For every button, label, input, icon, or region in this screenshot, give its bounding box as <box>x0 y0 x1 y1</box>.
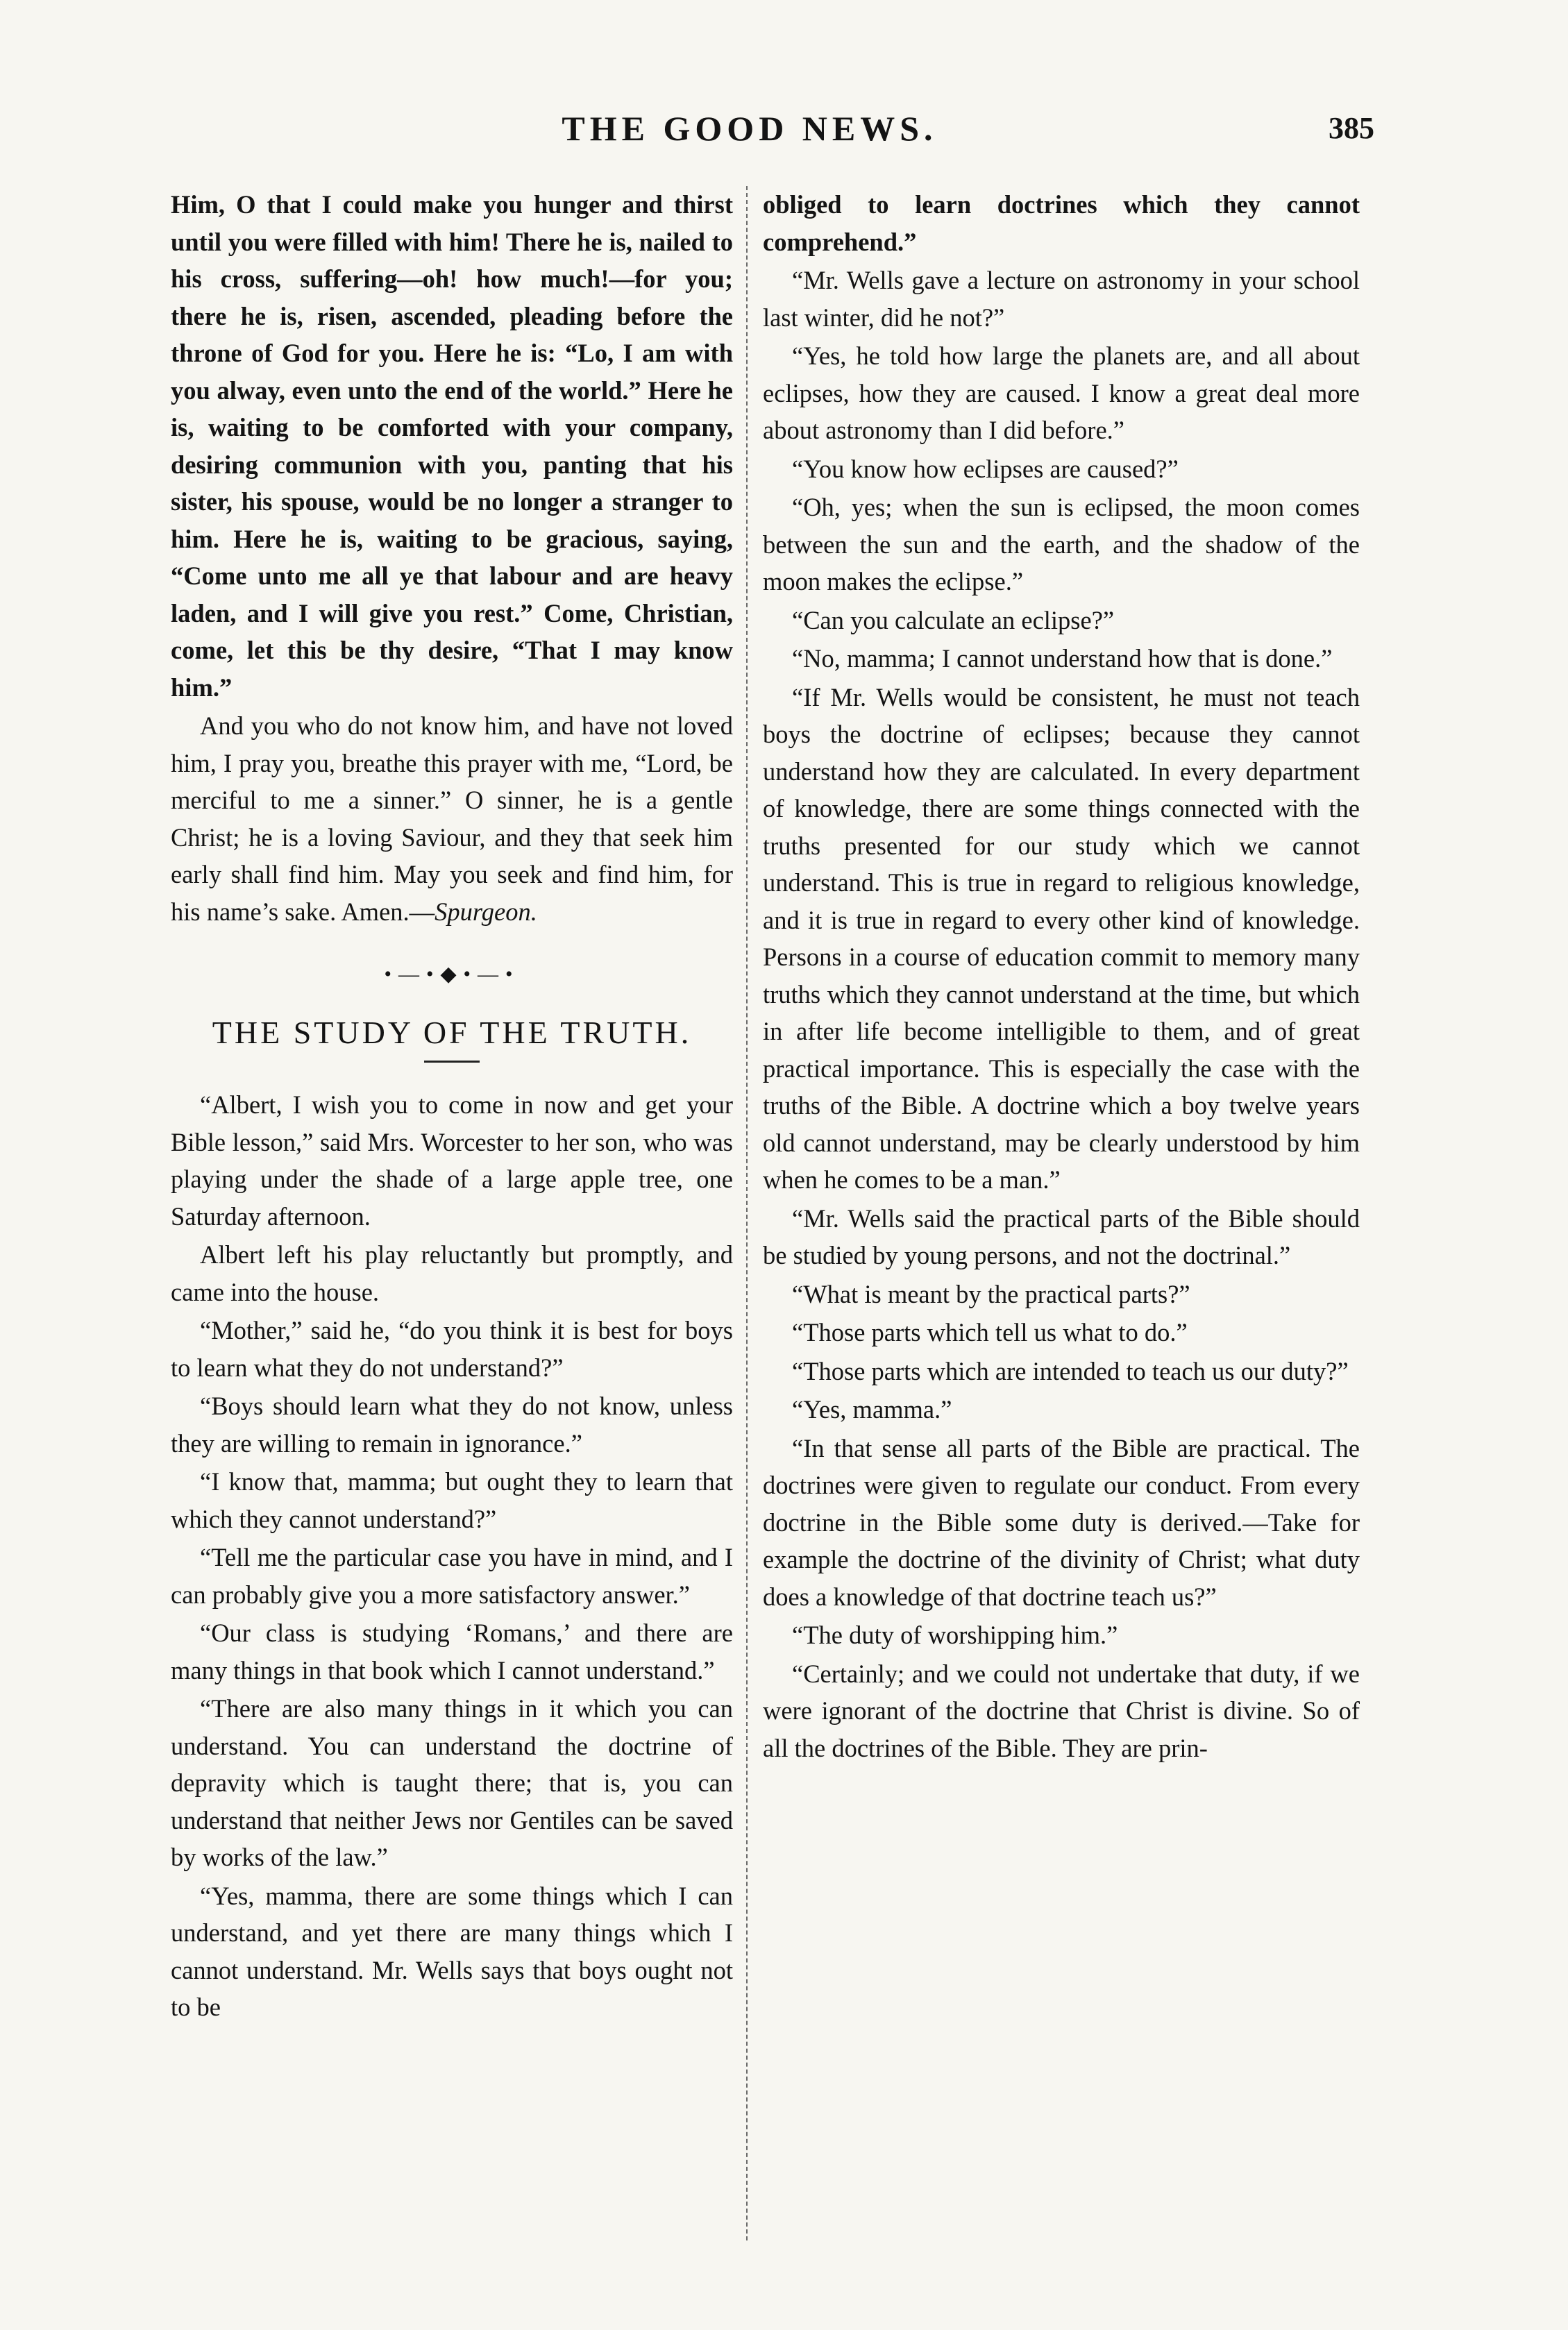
article-paragraph: “I know that, mamma; but ought they to learn that which they cannot understand?” <box>171 1467 733 1533</box>
left-column <box>171 186 733 2240</box>
dialogue-paragraph: “Yes, he told how large the planets are, and all about eclipses, how they are caused. I know a great deal more about astronomy than I did before.” <box>763 341 1360 444</box>
dialogue-paragraph: “Those parts which tell us what to do.” <box>792 1318 1188 1346</box>
dialogue-paragraph: “If Mr. Wells would be consistent, he must not teach boys the doctrine of eclipses; because they cannot understand how they are calculated. In every department of knowledge, there are some things connected with the truths presented for our study which we cannot understand. This is true in regard to religious knowledge, and it is true in regard to every other kind of knowledge. Persons in a course of education commit to memory many truths which they cannot understand at the time, but which in after life become intelligible to them, and of great practical importance. This is especially the case with the truths of the Bible. A doctrine which a boy twelve years old cannot understand, may be clearly understood by him when he comes to be a man.” <box>763 682 1360 1194</box>
dialogue-paragraph: “You know how eclipses are caused?” <box>792 454 1179 483</box>
article-paragraph: “Tell me the particular case you have in mind, and I can probably give you a more satisfactory answer.” <box>171 1543 733 1609</box>
intro-paragraph: Him, O that I could make you hunger and thirst until you were filled with him! There he is, nailed to his cross, suffering—oh! how much!—for you; there he is, risen, ascended, pleading before the throne of God for you. Here he is: “Lo, I am with you alway, even unto the end of the world.” Here he is, waiting to be comforted with your company, desiring communion with you, panting that his sister, his spouse, would be no longer a stranger to him. Here he is, waiting to be gracious, saying, “Come unto me all ye that labour and are heavy laden, and I will give you rest.” Come, Christian, come, let this be thy desire, “That I may know him.” <box>171 190 733 702</box>
continued-paragraph: obliged to learn doctrines which they cannot comprehend.” <box>763 190 1360 256</box>
closing-paragraph <box>171 707 733 930</box>
article-paragraph: “There are also many things in it which you can understand. You can understand the doctrine of depravity which is taught there; that is, you can understand that neither Jews nor Gentiles can be saved by works of the law.” <box>171 1694 733 1871</box>
section-separator: •—•◆•—• <box>384 963 520 986</box>
dialogue-paragraph: “Can you calculate an eclipse?” <box>792 605 1115 634</box>
page-number: 385 <box>1329 111 1374 145</box>
right-column <box>763 186 1360 2240</box>
dialogue-paragraph: “In that sense all parts of the Bible are practical. The doctrines were given to regulate our conduct. From every doctrine in the Bible some duty is derived.—Take for example the doctrine of the divinity of Christ; what duty does a knowledge of that doctrine teach us?” <box>763 1433 1360 1611</box>
dialogue-paragraph: “Oh, yes; when the sun is eclipsed, the moon comes between the sun and the earth, and the shadow of the moon makes the eclipse.” <box>763 493 1360 596</box>
article-paragraph: “Boys should learn what they do not know, unless they are willing to remain in ignorance.” <box>171 1392 733 1458</box>
dialogue-paragraph: “Mr. Wells said the practical parts of the Bible should be studied by young persons, and not the doctrinal.” <box>763 1204 1360 1269</box>
dialogue-paragraph: “No, mamma; I cannot understand how that is done.” <box>792 644 1333 673</box>
dialogue-paragraph: “Certainly; and we could not undertake that duty, if we were ignorant of the doctrine that Christ is divine. So of all the doctrines of the Bible. They are prin- <box>763 1659 1360 1762</box>
article-paragraph: “Mother,” said he, “do you think it is best for boys to learn what they do not understand?” <box>171 1316 733 1382</box>
article-paragraph: “Yes, mamma, there are some things which I can understand, and yet there are many things which I cannot understand. Mr. Wells says that boys ought not to be <box>171 1881 733 2021</box>
dialogue-paragraph: “Mr. Wells gave a lecture on astronomy in your school last winter, did he not?” <box>763 266 1360 332</box>
article-paragraph: Albert left his play reluctantly but promptly, and came into the house. <box>171 1240 733 1306</box>
column-divider <box>746 186 748 2240</box>
dialogue-paragraph: “The duty of worshipping him.” <box>792 1621 1118 1649</box>
running-title: THE GOOD NEWS. <box>562 109 938 148</box>
closing-paragraph-text: And you who do not know him, and have not loved him, I pray you, breathe this prayer with me, “Lord, be merciful to me a sinner.” O sinner, he is a gentle Christ; he is a loving Saviour, and they that seek him early shall find him. May you seek and find him, for his name’s sake. Amen.— <box>171 711 733 926</box>
title-underline <box>424 1061 480 1063</box>
article-paragraph: “Our class is studying ‘Romans,’ and there are many things in that book which I cannot understand.” <box>171 1619 733 1685</box>
running-head <box>76 104 1374 160</box>
article-paragraph: “Albert, I wish you to come in now and get your Bible lesson,” said Mrs. Worcester to her son, who was playing under the shade of a large apple tree, one Saturday afternoon. <box>171 1090 733 1231</box>
dialogue-paragraph: “Those parts which are intended to teach us our duty?” <box>792 1356 1349 1385</box>
author-signature: Spurgeon. <box>435 897 537 926</box>
dialogue-paragraph: “What is meant by the practical parts?” <box>792 1279 1190 1308</box>
article-title: THE STUDY OF THE TRUTH. <box>212 1015 692 1050</box>
dialogue-paragraph: “Yes, mamma.” <box>792 1395 952 1424</box>
